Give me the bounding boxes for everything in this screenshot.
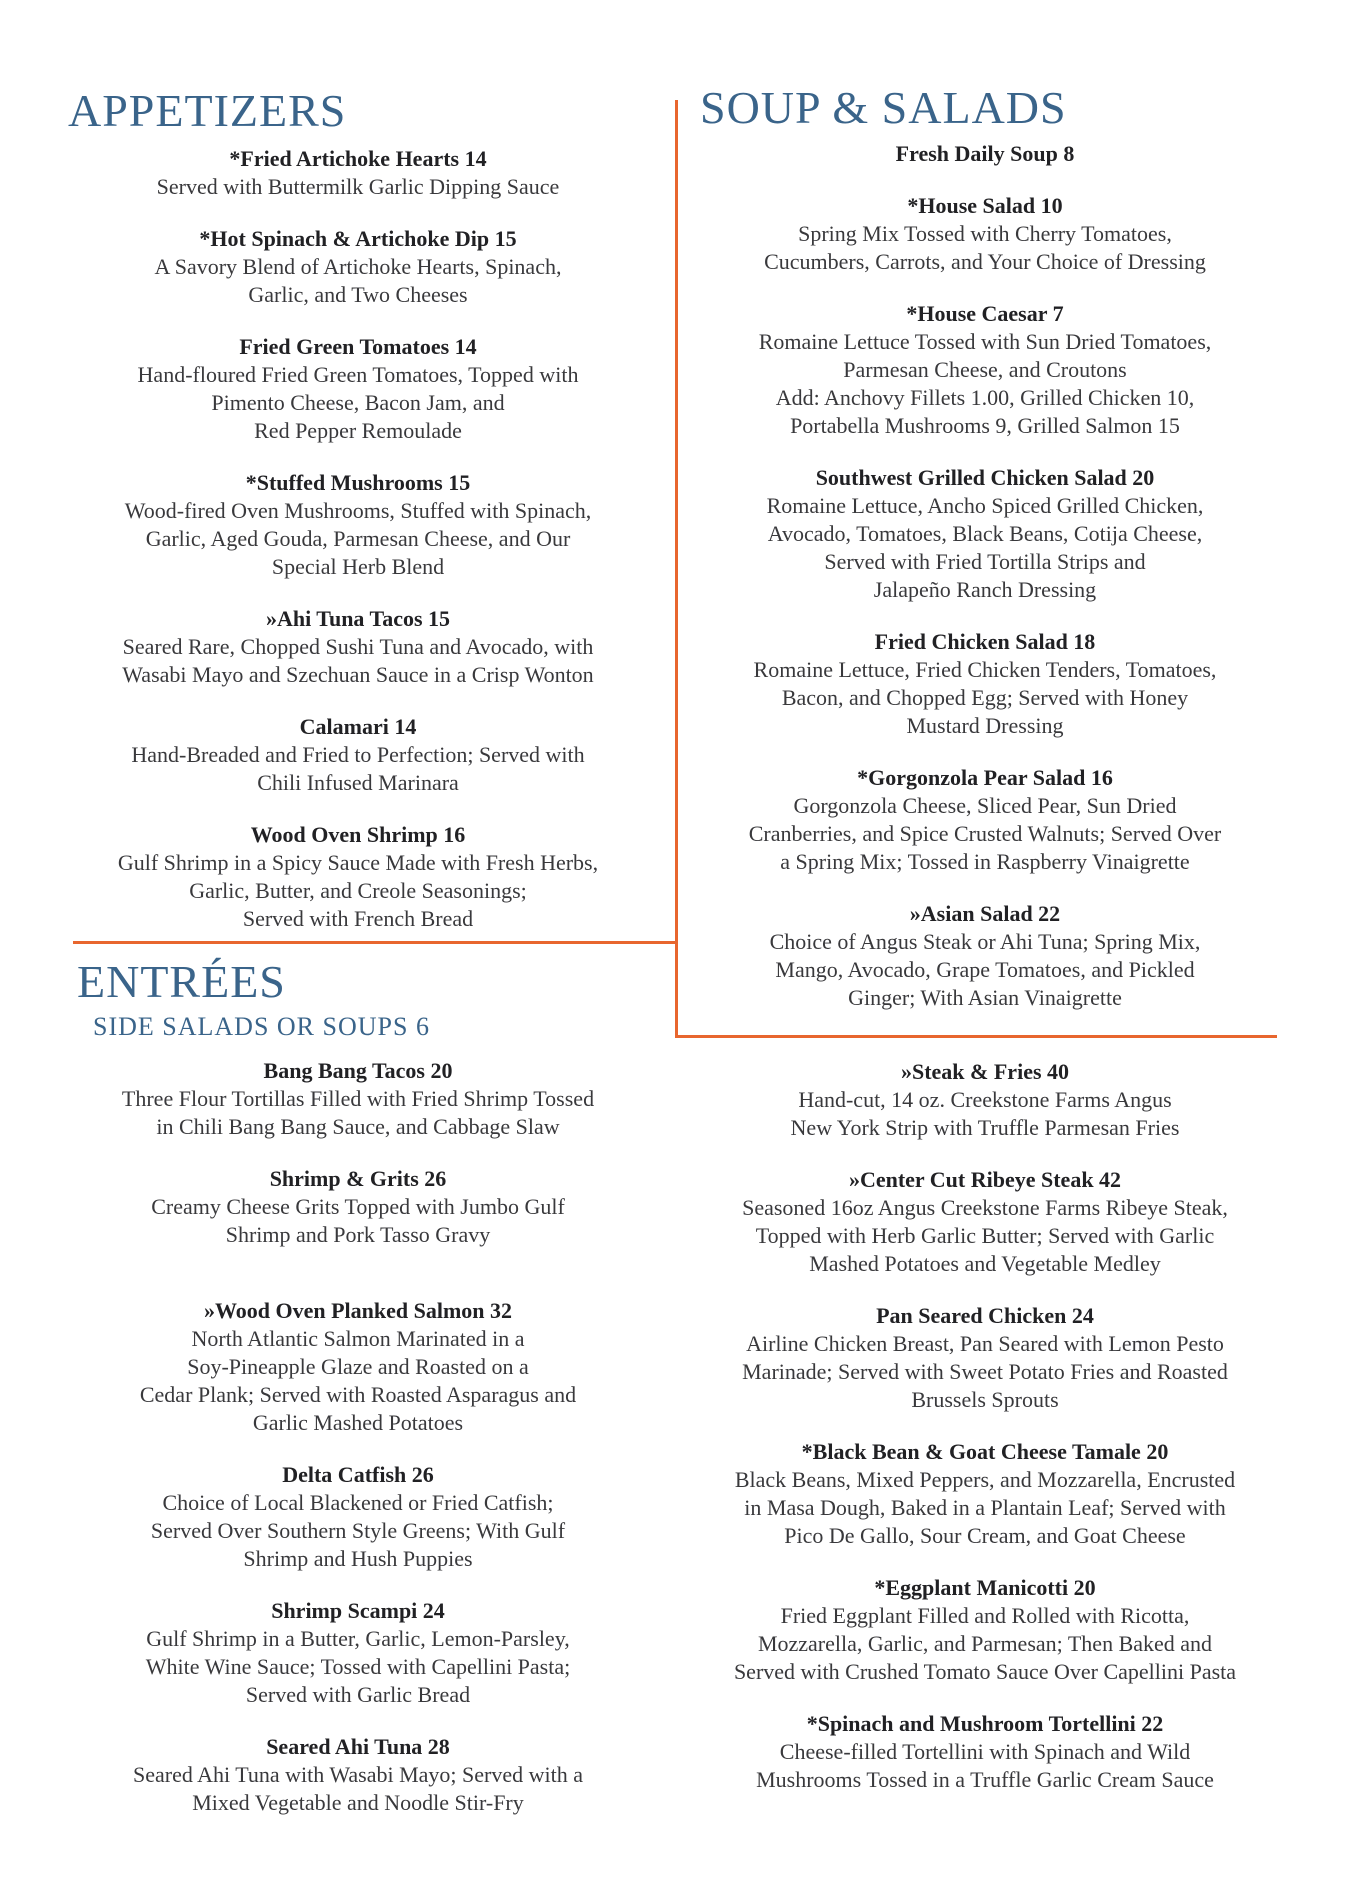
menu-item-description-line: Hand-floured Fried Green Tomatoes, Topped with [137,362,579,387]
menu-item-title: *Spinach and Mushroom Tortellini 22 [806,1711,1164,1736]
menu-item-description-line: Bacon, and Chopped Egg; Served with Honey [781,685,1189,710]
menu-item-description-line: Jalapeño Ranch Dressing [873,577,1097,602]
menu-item-description-line: Shrimp and Hush Puppies [243,1546,473,1571]
right-column-divider-line [675,1035,1277,1038]
menu-item [700,900,1270,1012]
menu-item-description-line: Mixed Vegetable and Noodle Stir-Fry [192,1790,524,1815]
entrees-heading: ENTRÉES [77,956,286,1007]
menu-item-description-line: Gulf Shrimp in a Butter, Garlic, Lemon-Parsley, [146,1626,570,1651]
menu-item-description-line: Seared Ahi Tuna with Wasabi Mayo; Served with a [132,1762,583,1787]
menu-item [700,1058,1270,1142]
menu-item-title: *Fried Artichoke Hearts 14 [229,146,487,171]
menu-item-description-line: Served with Fried Tortilla Strips and [824,549,1146,574]
menu-item [700,764,1270,876]
entrees-item-list [68,1057,648,1841]
menu-item-description-line: Served with Buttermilk Garlic Dipping Sauce [156,174,560,199]
menu-item-title: Fried Chicken Salad 18 [874,629,1096,654]
menu-item-description-line: Mustard Dressing [906,713,1064,738]
menu-item [68,605,648,689]
menu-item-description-line: Mushrooms Tossed in a Truffle Garlic Cream Sauce [756,1767,1214,1792]
menu-item-title: »Ahi Tuna Tacos 15 [265,606,451,631]
menu-item [68,1057,648,1141]
entrees-continued-section [700,1058,1270,1818]
menu-item-title: Calamari 14 [299,714,417,739]
menu-item-description-line: Gorgonzola Cheese, Sliced Pear, Sun Dried [793,793,1177,818]
menu-item-description-line: Seasoned 16oz Angus Creekstone Farms Ribeye Steak, [742,1195,1228,1220]
entrees-subheading: SIDE SALADS OR SOUPS 6 [93,1012,430,1041]
menu-item-description-line: Romaine Lettuce, Ancho Spiced Grilled Chicken, [766,493,1204,518]
appetizers-section [68,85,648,957]
menu-item [700,300,1270,440]
menu-item-title: Wood Oven Shrimp 16 [250,822,466,847]
menu-item [68,1297,648,1437]
menu-item [68,225,648,309]
menu-item-title: Shrimp Scampi 24 [271,1598,445,1623]
menu-item-title: »Asian Salad 22 [909,901,1061,926]
menu-item-title: Pan Seared Chicken 24 [876,1303,1094,1328]
menu-item-description-line: Cedar Plank; Served with Roasted Asparagus and [139,1382,577,1407]
menu-item [700,1574,1270,1686]
menu-item-description-line: Pico De Gallo, Sour Cream, and Goat Cheese [784,1523,1186,1548]
menu-item-description-line: Creamy Cheese Grits Topped with Jumbo Gulf [151,1194,565,1219]
menu-item-title: *House Salad 10 [907,193,1063,218]
menu-item-title: *House Caesar 7 [906,301,1064,326]
menu-item-title: »Wood Oven Planked Salmon 32 [203,1298,513,1323]
soup-salads-section [700,82,1270,1036]
menu-item [700,1302,1270,1414]
menu-item-description-line: Marinade; Served with Sweet Potato Fries and Roasted [742,1359,1228,1384]
menu-item-description-line: Wasabi Mayo and Szechuan Sauce in a Crisp Wonton [122,662,594,687]
menu-item-description-line: Garlic Mashed Potatoes [252,1410,464,1435]
menu-item-description-line: Choice of Local Blackened or Fried Catfish; [162,1490,554,1515]
menu-item [68,1461,648,1573]
menu-item [700,1438,1270,1550]
menu-item-description-line: North Atlantic Salmon Marinated in a [191,1326,525,1351]
menu-item-title: *Hot Spinach & Artichoke Dip 15 [199,226,517,251]
menu-item [700,1166,1270,1278]
soup-salads-item-list [700,140,1270,1036]
vertical-divider-line [675,100,678,1037]
appetizers-item-list [68,145,648,957]
entrees-section [68,956,648,1841]
menu-item-title: *Eggplant Manicotti 20 [874,1575,1096,1600]
menu-item-description-line: Red Pepper Remoulade [254,418,462,443]
menu-item-description-line: Mozzarella, Garlic, and Parmesan; Then Baked and [757,1631,1213,1656]
menu-item-description-line: Chili Infused Marinara [257,770,459,795]
menu-item [68,145,648,201]
entrees-continued-item-list [700,1058,1270,1818]
menu-item-title: Fresh Daily Soup 8 [895,141,1075,166]
menu-item-description-line: Mashed Potatoes and Vegetable Medley [809,1251,1161,1276]
menu-item-title: »Center Cut Ribeye Steak 42 [848,1167,1122,1192]
menu-item [68,1165,648,1249]
menu-item-title: »Steak & Fries 40 [900,1059,1070,1084]
menu-item-title: Bang Bang Tacos 20 [263,1058,453,1083]
appetizers-heading: APPETIZERS [68,85,347,136]
menu-item-description-line: Avocado, Tomatoes, Black Beans, Cotija Cheese, [767,521,1203,546]
menu-item-description-line: Served with French Bread [242,906,474,931]
menu-item-description-line: Cheese-filled Tortellini with Spinach and Wild [779,1739,1191,1764]
menu-item [68,1597,648,1709]
menu-item-description-line: Garlic, Butter, and Creole Seasonings; [189,878,527,903]
menu-item-description-line: Gulf Shrimp in a Spicy Sauce Made with Fresh Herbs, [117,850,599,875]
menu-item [68,821,648,933]
menu-item-description-line: Fried Eggplant Filled and Rolled with Ricotta, [780,1603,1190,1628]
menu-item-description-line: Mango, Avocado, Grape Tomatoes, and Pickled [775,957,1195,982]
menu-item [700,628,1270,740]
menu-item-description-line: Topped with Herb Garlic Butter; Served with Garlic [755,1223,1215,1248]
menu-item [700,464,1270,604]
menu-item-title: *Black Bean & Goat Cheese Tamale 20 [801,1439,1169,1464]
menu-item [700,192,1270,276]
menu-item-description-line: Hand-cut, 14 oz. Creekstone Farms Angus [798,1087,1172,1112]
menu-item-description-line: Cucumbers, Carrots, and Your Choice of Dressing [764,249,1206,274]
menu-item-description-line: Seared Rare, Chopped Sushi Tuna and Avocado, with [122,634,594,659]
menu-item-title: Southwest Grilled Chicken Salad 20 [815,465,1155,490]
menu-item-description-line: Spring Mix Tossed with Cherry Tomatoes, [798,221,1172,246]
menu-item-description-line: Hand-Breaded and Fried to Perfection; Served with [131,742,585,767]
menu-item-title: Delta Catfish 26 [282,1462,434,1487]
menu-item-description-line: Wood-fired Oven Mushrooms, Stuffed with Spinach, [124,498,592,523]
menu-item-description-line: Ginger; With Asian Vinaigrette [848,985,1122,1010]
menu-item [700,140,1270,168]
menu-item-description-line: Garlic, Aged Gouda, Parmesan Cheese, and Our [145,526,571,551]
menu-item-description-line: Black Beans, Mixed Peppers, and Mozzarella, Encrusted [734,1467,1236,1492]
menu-item-description-line: Airline Chicken Breast, Pan Seared with Lemon Pesto [746,1331,1224,1356]
left-column-divider-line [73,941,675,944]
menu-item-description-line: Soy-Pineapple Glaze and Roasted on a [187,1354,529,1379]
menu-item [68,469,648,581]
menu-item-description-line: Add: Anchovy Fillets 1.00, Grilled Chicken 10, [775,385,1195,410]
menu-item-description-line: Served with Garlic Bread [245,1682,471,1707]
menu-item-description-line: Special Herb Blend [271,554,445,579]
menu-item-description-line: Romaine Lettuce Tossed with Sun Dried Tomatoes, [758,329,1212,354]
menu-item-description-line: Pimento Cheese, Bacon Jam, and [211,390,505,415]
menu-item [68,333,648,445]
menu-item-description-line: Shrimp and Pork Tasso Gravy [225,1222,491,1247]
menu-item-description-line: Garlic, and Two Cheeses [248,282,468,307]
menu-item [68,713,648,797]
soup-salads-heading: SOUP & SALADS [700,82,1067,133]
menu-item-description-line: in Masa Dough, Baked in a Plantain Leaf; Served with [744,1495,1226,1520]
menu-item-title: Seared Ahi Tuna 28 [266,1734,450,1759]
menu-item-description-line: Served Over Southern Style Greens; With Gulf [150,1518,566,1543]
menu-item-description-line: Three Flour Tortillas Filled with Fried Shrimp Tossed [121,1086,595,1111]
menu-item-description-line: A Savory Blend of Artichoke Hearts, Spinach, [154,254,562,279]
menu-item-title: Fried Green Tomatoes 14 [239,334,477,359]
menu-item-title: Shrimp & Grits 26 [269,1166,447,1191]
menu-item-description-line: Parmesan Cheese, and Croutons [843,357,1127,382]
menu-item-description-line: Choice of Angus Steak or Ahi Tuna; Spring Mix, [769,929,1201,954]
menu-item-description-line: Cranberries, and Spice Crusted Walnuts; Served Over [748,821,1222,846]
menu-item-description-line: Brussels Sprouts [911,1387,1059,1412]
menu-item-description-line: Served with Crushed Tomato Sauce Over Capellini Pasta [733,1659,1237,1684]
menu-item-description-line: Portabella Mushrooms 9, Grilled Salmon 15 [790,413,1180,438]
menu-item-title: *Stuffed Mushrooms 15 [245,470,471,495]
menu-item [68,1733,648,1817]
menu-item-description-line: Romaine Lettuce, Fried Chicken Tenders, Tomatoes, [753,657,1217,682]
menu-item-description-line: in Chili Bang Bang Sauce, and Cabbage Slaw [156,1114,560,1139]
menu-item [700,1710,1270,1794]
menu-item-title: *Gorgonzola Pear Salad 16 [857,765,1113,790]
menu-item-description-line: a Spring Mix; Tossed in Raspberry Vinaigrette [780,849,1190,874]
menu-item-description-line: White Wine Sauce; Tossed with Capellini Pasta; [145,1654,571,1679]
menu-item-description-line: New York Strip with Truffle Parmesan Fries [790,1115,1180,1140]
